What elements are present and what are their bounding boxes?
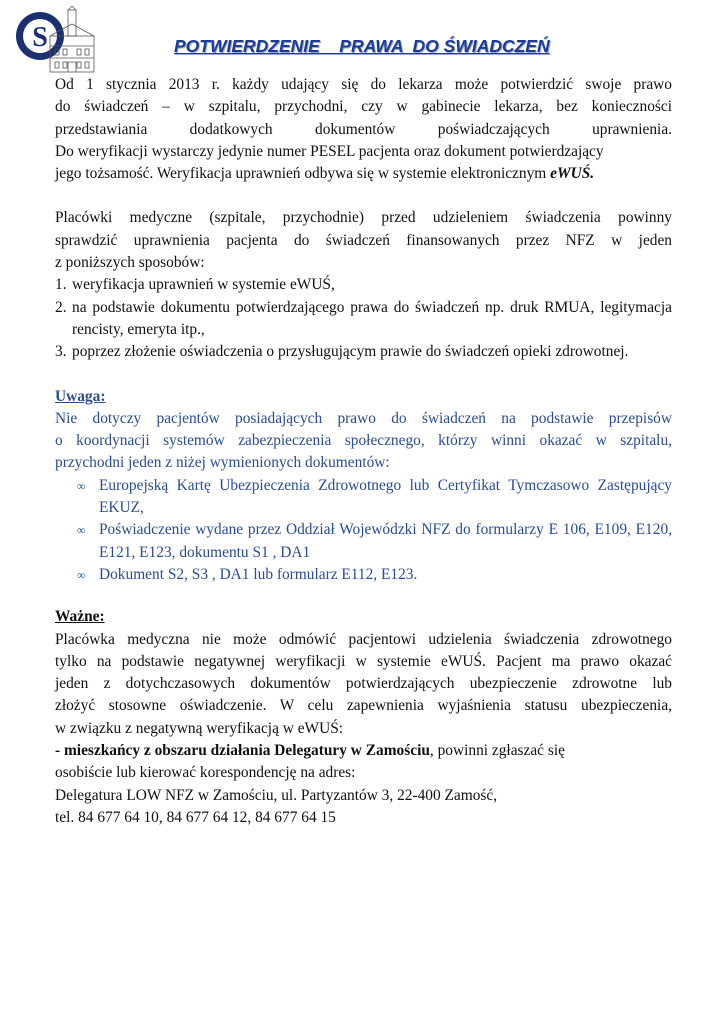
intro-paragraph <box>55 74 672 185</box>
wazne-line: tylko na podstawie negatywnej weryfikacji w systemie eWUŚ. Pacjent ma prawo okazać <box>55 652 672 670</box>
institution-logo <box>10 6 102 76</box>
uwaga-line: o koordynacji systemów zabezpieczenia społecznego, którzy winni okazać w szpitalu, <box>55 432 672 450</box>
intro-line-text: jego tożsamość. Weryfikacja uprawnień odbywa się w systemie elektronicznym <box>55 165 551 183</box>
methods-intro-line: sprawdzić uprawnienia pacjenta do świadczeń finansowanych przez NFZ w jeden <box>55 231 672 249</box>
methods-intro-line: Placówki medyczne (szpitale, przychodnie) przed udzieleniem świadczenia powinny <box>55 209 672 227</box>
residents-line <box>55 740 672 762</box>
uwaga-section <box>55 386 672 587</box>
intro-line: do świadczeń – w szpitalu, przychodni, czy w gabinecie lekarza, bez konieczności <box>55 98 672 116</box>
list-item-text: poprzez złożenie oświadczenia o przysługującym prawie do świadczeń opieki zdrowotnej. <box>72 343 629 361</box>
uwaga-line: przychodni jeden z niżej wymienionych dokumentów: <box>55 454 390 472</box>
list-number: 2. <box>55 298 67 316</box>
methods-list <box>55 274 672 363</box>
list-item <box>55 274 672 296</box>
intro-line-last <box>55 163 672 185</box>
document-body <box>55 74 672 829</box>
methods-paragraph <box>55 207 672 274</box>
spacer <box>55 364 672 386</box>
list-item <box>55 297 672 342</box>
wazne-line: Placówka medyczna nie może odmówić pacjentowi udzielenia świadczenia zdrowotnego <box>55 630 672 648</box>
spacer <box>55 185 672 207</box>
infinity-bullet-icon: ∞ <box>77 567 86 582</box>
list-item <box>55 475 672 520</box>
list-item-text: weryfikacja uprawnień w systemie eWUŚ, <box>72 276 335 294</box>
list-item-text: Poświadczenie wydane przez Oddział Wojewódzki NFZ do formularzy E 106, E109, E120, E121, E123, dokumentu S1 , DA1 <box>99 521 672 561</box>
list-item <box>55 564 672 586</box>
intro-line: przedstawiania dodatkowych dokumentów poświadczających uprawnienia. <box>55 120 672 138</box>
ewus-emphasis: eWUŚ. <box>550 165 595 183</box>
intro-line: Do weryfikacji wystarczy jedynie numer PESEL pacjenta oraz dokument potwierdzający <box>55 142 604 160</box>
list-item-text: Europejską Kartę Ubezpieczenia Zdrowotnego lub Certyfikat Tymczasowo Zastępujący EKUZ, <box>99 476 672 517</box>
list-number: 1. <box>55 276 67 294</box>
list-item <box>55 519 672 564</box>
address-line: Delegatura LOW NFZ w Zamościu, ul. Partyzantów 3, 22-400 Zamość, <box>55 786 498 804</box>
list-number: 3. <box>55 343 67 361</box>
wazne-line: złożyć stosowne oświadczenie. W celu zapewnienia wyjaśnienia statusu ubezpieczenia, <box>55 697 672 715</box>
uwaga-line: Nie dotyczy pacjentów posiadających prawo do świadczeń na podstawie przepisów <box>55 409 672 427</box>
wazne-section <box>55 606 672 829</box>
list-item <box>55 341 672 363</box>
infinity-bullet-icon: ∞ <box>77 523 86 538</box>
list-item-text: Dokument S2, S3 , DA1 lub formularz E112, E123. <box>99 565 418 583</box>
wazne-line: jeden z dotychczasowych dokumentów potwierdzających ubezpieczenie zdrowotne lub <box>55 675 672 693</box>
logo-letter: S <box>32 22 48 53</box>
wazne-heading: Ważne: <box>55 608 105 626</box>
infinity-bullet-icon: ∞ <box>77 478 86 493</box>
list-item-text: na podstawie dokumentu potwierdzającego prawa do świadczeń np. druk RMUA, legitymacja rencisty, emeryta itp., <box>72 298 672 338</box>
residents-bold: - mieszkańcy z obszaru działania Delegatury w Zamościu <box>55 742 430 760</box>
intro-line: Od 1 stycznia 2013 r. każdy udający się do lekarza może potwierdzić swoje prawo <box>55 76 672 93</box>
wazne-line: osobiście lub kierować korespondencję na adres: <box>55 764 356 782</box>
uwaga-heading: Uwaga: <box>55 387 106 405</box>
spacer <box>55 586 672 606</box>
residents-rest: , powinni zgłaszać się <box>429 742 565 760</box>
page-title: POTWIERDZENIE PRAWA DO ŚWIADCZEŃ <box>174 36 550 56</box>
methods-intro-line: z poniższych sposobów: <box>55 254 205 272</box>
phone-line: tel. 84 677 64 10, 84 677 64 12, 84 677 64 15 <box>55 808 336 826</box>
wazne-line: w związku z negatywną weryfikacją w eWUŚ: <box>55 719 344 737</box>
documents-list <box>55 475 672 586</box>
